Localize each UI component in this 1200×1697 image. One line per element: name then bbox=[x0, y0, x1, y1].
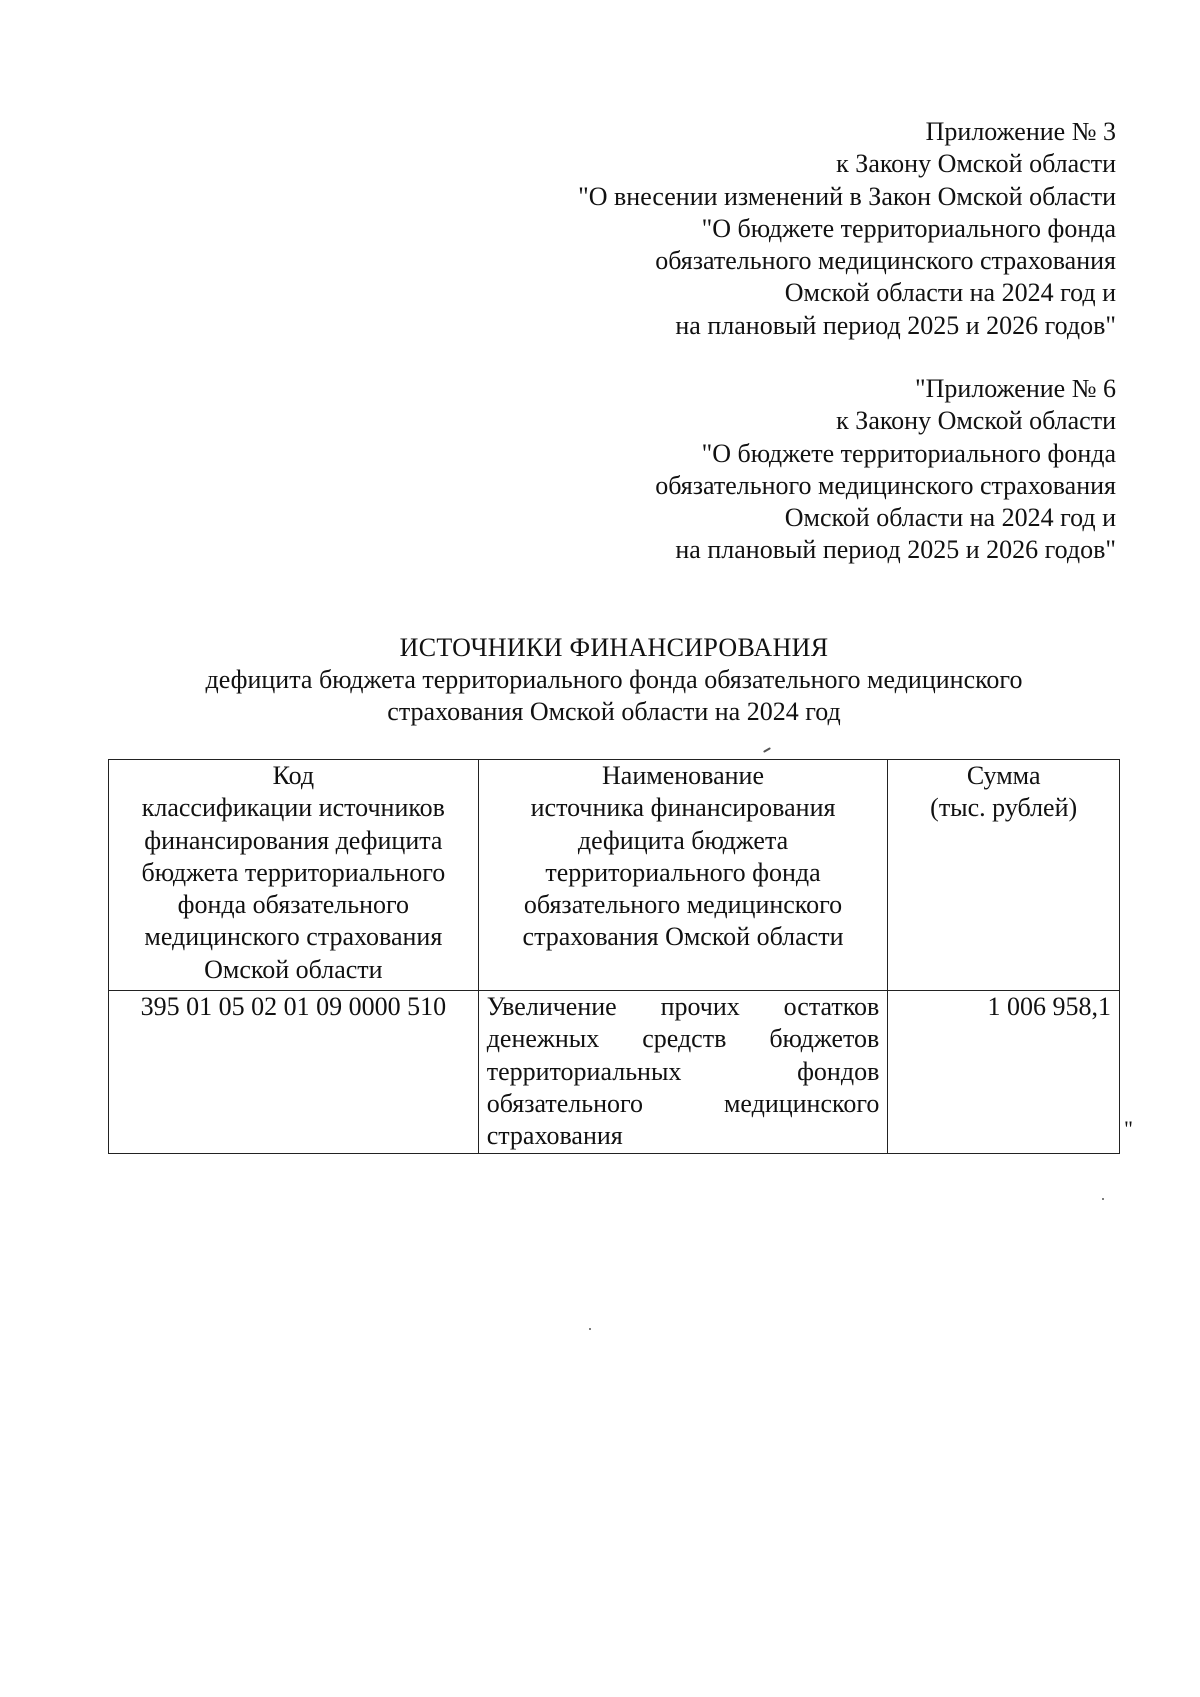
scan-speck bbox=[589, 1328, 591, 1330]
annex-inner-line: "Приложение № 6 bbox=[915, 374, 1116, 403]
header-code-line: классификации источников bbox=[141, 793, 445, 823]
header-name-line: источника финансирования bbox=[530, 793, 836, 823]
scan-speck bbox=[1102, 1198, 1104, 1200]
header-sum-line: (тыс. рублей) bbox=[930, 793, 1078, 823]
table-row bbox=[109, 991, 1120, 1153]
header-code-line: медицинского страхования bbox=[144, 922, 443, 952]
row-code: 395 01 05 02 01 09 0000 510 bbox=[109, 991, 479, 1153]
row-name-word: обязательного bbox=[486, 1088, 644, 1118]
closing-quote: " bbox=[1124, 1116, 1133, 1141]
row-name-word: средств bbox=[642, 1024, 727, 1054]
header-sum-line: Сумма bbox=[966, 761, 1041, 790]
header-name bbox=[478, 760, 888, 991]
header-code-line: финансирования дефицита bbox=[144, 825, 443, 855]
row-name-word: бюджетов bbox=[769, 1024, 880, 1054]
row-name bbox=[478, 991, 888, 1153]
annex-outer-header bbox=[578, 116, 1116, 342]
row-name-word: медицинского bbox=[723, 1088, 880, 1118]
annex-outer-line: "О внесении изменений в Закон Омской области bbox=[578, 181, 1116, 211]
annex-outer-line: Омской области на 2024 год и bbox=[784, 278, 1116, 308]
title-sub-line: страхования Омской области на 2024 год bbox=[387, 697, 841, 726]
row-name-line bbox=[487, 1088, 880, 1120]
header-code bbox=[109, 760, 479, 991]
row-sum: 1 006 958,1 bbox=[888, 991, 1120, 1153]
row-name-word: прочих bbox=[660, 992, 740, 1022]
annex-outer-line: "О бюджете территориального фонда bbox=[701, 213, 1116, 243]
annex-outer-line: обязательного медицинского страхования bbox=[655, 246, 1116, 276]
annex-inner-line: Омской области на 2024 год и bbox=[784, 503, 1116, 533]
header-name-line: Наименование bbox=[602, 761, 765, 790]
annex-inner-line: к Закону Омской области bbox=[836, 406, 1116, 436]
header-code-line: Омской области bbox=[204, 954, 383, 984]
header-code-line: бюджета территориального bbox=[141, 857, 446, 887]
row-name-line bbox=[487, 1056, 880, 1088]
header-code-line: фонда обязательного bbox=[177, 890, 410, 920]
row-name-word: остатков bbox=[783, 992, 880, 1022]
header-name-line: дефицита бюджета bbox=[577, 825, 789, 855]
header-name-line: страхования Омской области bbox=[522, 922, 844, 952]
row-name-word: территориальных bbox=[486, 1056, 682, 1086]
title-main: ИСТОЧНИКИ ФИНАНСИРОВАНИЯ bbox=[399, 633, 829, 662]
document-title bbox=[108, 632, 1120, 728]
header-name-line: территориального фонда bbox=[545, 857, 821, 887]
annex-outer-line: Приложение № 3 bbox=[925, 117, 1116, 146]
header-code-line: Код bbox=[272, 761, 315, 790]
annex-inner-line: "О бюджете территориального фонда bbox=[701, 438, 1116, 468]
annex-inner-line: обязательного медицинского страхования bbox=[655, 470, 1116, 500]
annex-inner-line: на плановый период 2025 и 2026 годов" bbox=[675, 535, 1116, 565]
title-sub-line: дефицита бюджета территориального фонда обязательного медицинского bbox=[205, 665, 1023, 694]
row-name-line bbox=[487, 991, 880, 1023]
row-name-line bbox=[487, 1023, 880, 1055]
row-name-word: фондов bbox=[797, 1056, 880, 1086]
header-name-line: обязательного медицинского bbox=[523, 890, 843, 920]
row-name-line: страхования bbox=[486, 1121, 623, 1151]
annex-outer-line: к Закону Омской области bbox=[836, 149, 1116, 179]
annex-outer-line: на плановый период 2025 и 2026 годов" bbox=[675, 310, 1116, 340]
annex-inner-header bbox=[655, 373, 1116, 567]
scan-speck bbox=[763, 747, 771, 753]
financing-sources-table bbox=[108, 759, 1120, 1154]
row-name-word: Увеличение bbox=[486, 992, 617, 1022]
row-name-word: денежных bbox=[486, 1024, 600, 1054]
header-sum bbox=[888, 760, 1120, 991]
table-header-row bbox=[109, 760, 1120, 991]
